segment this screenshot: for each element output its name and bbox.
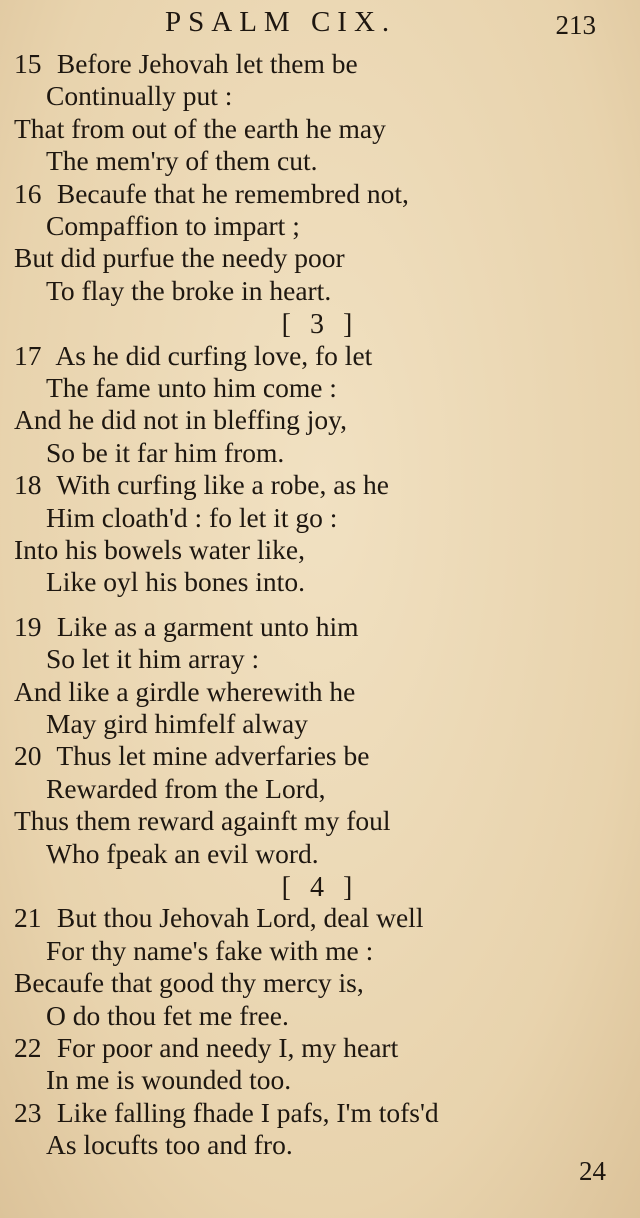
verse-line	[14, 340, 372, 372]
verse-line	[46, 372, 337, 404]
verse-line	[46, 566, 305, 598]
verse-text: And he did not in bleffing joy,	[14, 404, 348, 436]
verse-line	[14, 967, 364, 999]
verse-number: 16	[14, 177, 42, 209]
verse-text: Becaufe that good thy mercy is,	[14, 967, 364, 999]
verse-number: 20	[14, 740, 42, 772]
verse-text: Like falling fhade I pafs, I'm tofs'd	[56, 1096, 439, 1128]
verse-line	[14, 676, 355, 708]
verse-text: So be it far him from.	[46, 436, 285, 468]
verse-line	[14, 805, 391, 837]
verse-text: O do thou fet me free.	[46, 999, 289, 1031]
verse-text: As locufts too and fro.	[46, 1129, 293, 1161]
verse-text: Who fpeak an evil word.	[46, 837, 319, 869]
verse-text: Before Jehovah let them be	[56, 48, 358, 79]
verse-number: 18	[14, 469, 42, 501]
verse-line	[14, 242, 345, 274]
verse-text: But did purfue the needy poor	[14, 242, 345, 274]
verse-line	[14, 740, 369, 772]
verse-line	[46, 1064, 291, 1096]
verse-text: Rewarded from the Lord,	[46, 772, 326, 804]
verse-line	[46, 935, 373, 967]
verse-line	[46, 643, 259, 675]
verse-line	[14, 611, 359, 643]
verse-text: Compaffion to impart ;	[46, 210, 300, 241]
verse-line	[46, 437, 284, 469]
verse-line	[46, 1000, 289, 1032]
verse-number: 21	[14, 902, 42, 934]
verse-text: With curfing like a robe, as he	[56, 469, 389, 501]
page-header	[0, 6, 640, 42]
verse-number: 23	[14, 1096, 42, 1128]
verse-line	[46, 275, 331, 307]
section-mark: [ 3 ]	[281, 309, 359, 341]
verse-line	[14, 178, 409, 210]
verse-number: 17	[14, 339, 42, 371]
verse-text: In me is wounded too.	[46, 1064, 292, 1096]
verse-text: Like as a garment unto him	[56, 610, 359, 642]
verse-line	[14, 404, 347, 436]
verse-line	[14, 469, 389, 501]
verse-number: 22	[14, 1032, 42, 1063]
verse-line	[46, 773, 326, 805]
verse-text: So let it him array :	[46, 643, 260, 675]
running-title: PSALM CIX.	[165, 6, 397, 38]
verse-text: That from out of the earth he may	[14, 112, 386, 144]
verse-text: Thus let mine adverfaries be	[56, 740, 370, 772]
verse-text: Like oyl his bones into.	[46, 566, 305, 598]
verse-line	[46, 210, 300, 242]
verse-text: For thy name's fake with me :	[46, 934, 374, 966]
verse-line	[46, 145, 317, 177]
verse-line	[46, 838, 319, 870]
verse-line	[14, 113, 386, 145]
section-mark: [ 4 ]	[281, 872, 359, 903]
verse-line	[46, 1129, 293, 1161]
verse-text: For poor and needy I, my heart	[56, 1032, 399, 1063]
verse-line	[46, 502, 337, 534]
verse-line	[14, 902, 423, 934]
verse-number: 15	[14, 48, 42, 79]
verse-line	[14, 1032, 398, 1064]
verse-text: Continually put :	[46, 80, 233, 112]
verse-text: Becaufe that he remembred not,	[56, 177, 409, 209]
page-number: 213	[555, 10, 596, 40]
verse-line	[46, 80, 232, 112]
verse-line	[46, 708, 308, 740]
verse-line	[14, 48, 358, 80]
verse-text: And like a girdle wherewith he	[14, 675, 356, 707]
verse-text: Him cloath'd : fo let it go :	[46, 501, 338, 533]
verse-text: May gird himfelf alway	[46, 708, 308, 739]
verse-text: Into his bowels water like,	[14, 534, 305, 565]
verse-line	[14, 1097, 439, 1129]
verse-text: Thus them reward againft my foul	[14, 805, 391, 837]
verse-text: The fame unto him come :	[46, 372, 337, 403]
verse-text: To flay the broke in heart.	[46, 274, 332, 306]
catchword: 24	[579, 1156, 606, 1186]
verse-text: As he did curfing love, fo let	[55, 339, 373, 371]
verse-text: The mem'ry of them cut.	[46, 145, 318, 177]
verse-number: 19	[14, 610, 42, 642]
verse-line	[14, 534, 305, 566]
verse-text: But thou Jehovah Lord, deal well	[56, 902, 424, 934]
